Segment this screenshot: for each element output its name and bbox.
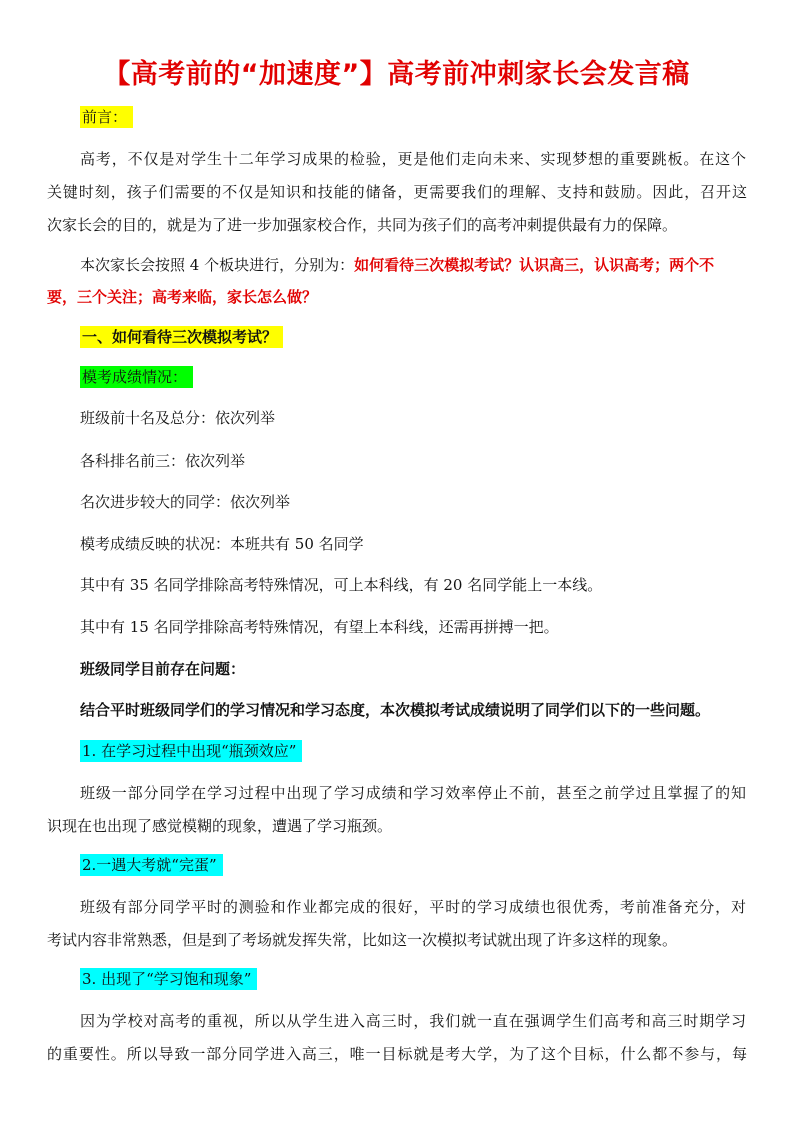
problem-1-line1: 班级一部分同学在学习过程中出现了学习成绩和学习效率停止不前，甚至之前学过且掌握了的知 (80, 784, 746, 802)
item-subject-top3: 各科排名前三：依次列举 (80, 452, 246, 470)
paragraph-agenda-line1: 本次家长会按照 4 个板块进行，分别为：如何看待三次模拟考试？认识高三，认识高考；两个不 (80, 256, 715, 274)
item-top10: 班级前十名及总分：依次列举 (80, 409, 276, 427)
item-progress: 名次进步较大的同学：依次列举 (80, 493, 291, 511)
section-heading-1: 一、如何看待三次模拟考试？ (80, 326, 283, 348)
problem-1-line2: 识现在也出现了感觉模糊的现象，遭遇了学习瓶颈。 (47, 817, 393, 835)
problem-2-line2: 考试内容非常熟悉，但是到了考场就发挥失常，比如这一次模拟考试就出现了许多这样的现象。 (47, 931, 678, 949)
problem-heading-3: 3. 出现了“学习饱和现象” (80, 968, 257, 990)
item-35: 其中有 35 名同学排除高考特殊情况，可上本科线，有 20 名同学能上一本线。 (80, 576, 603, 594)
problem-3-line1: 因为学校对高考的重视，所以从学生进入高三时，我们就一直在强调学生们高考和高三时期学习 (80, 1012, 746, 1030)
problem-heading-2: 2.一遇大考就“完蛋” (80, 854, 223, 876)
problem-3-line2: 的重要性。所以导致一部分同学进入高三，唯一目标就是考大学，为了这个目标，什么都不参与，每 (47, 1045, 747, 1063)
problems-heading: 班级同学目前存在问题： (80, 660, 246, 678)
paragraph-intro-line1: 高考，不仅是对学生十二年学习成果的检验，更是他们走向未来、实现梦想的重要跳板。在这个 (80, 150, 746, 168)
item-reflect: 模考成绩反映的状况：本班共有 50 名同学 (80, 535, 364, 553)
mock-results-label: 模考成绩情况： (80, 366, 193, 388)
paragraph-intro-line2: 关键时刻，孩子们需要的不仅是知识和技能的储备，更需要我们的理解、支持和鼓励。因此，召开这 (47, 183, 747, 201)
preface-label: 前言： (80, 106, 133, 128)
paragraph-intro-line3: 次家长会的目的，就是为了进一步加强家校合作，共同为孩子们的高考冲刺提供最有力的保障。 (47, 216, 678, 234)
problem-2-line1: 班级有部分同学平时的测验和作业都完成的很好，平时的学习成绩也很优秀，考前准备充分，对 (80, 898, 746, 916)
paragraph-agenda-line2: 要，三个关注；高考来临，家长怎么做？ (47, 288, 318, 306)
document-title: 【高考前的“加速度”】高考前冲刺家长会发言稿 (103, 59, 690, 90)
problems-intro: 结合平时班级同学们的学习情况和学习态度，本次模拟考试成绩说明了同学们以下的一些问题。 (80, 701, 711, 719)
item-15: 其中有 15 名同学排除高考特殊情况，有望上本科线，还需再拼搏一把。 (80, 618, 559, 636)
problem-heading-1: 1. 在学习过程中出现“瓶颈效应” (80, 740, 302, 762)
